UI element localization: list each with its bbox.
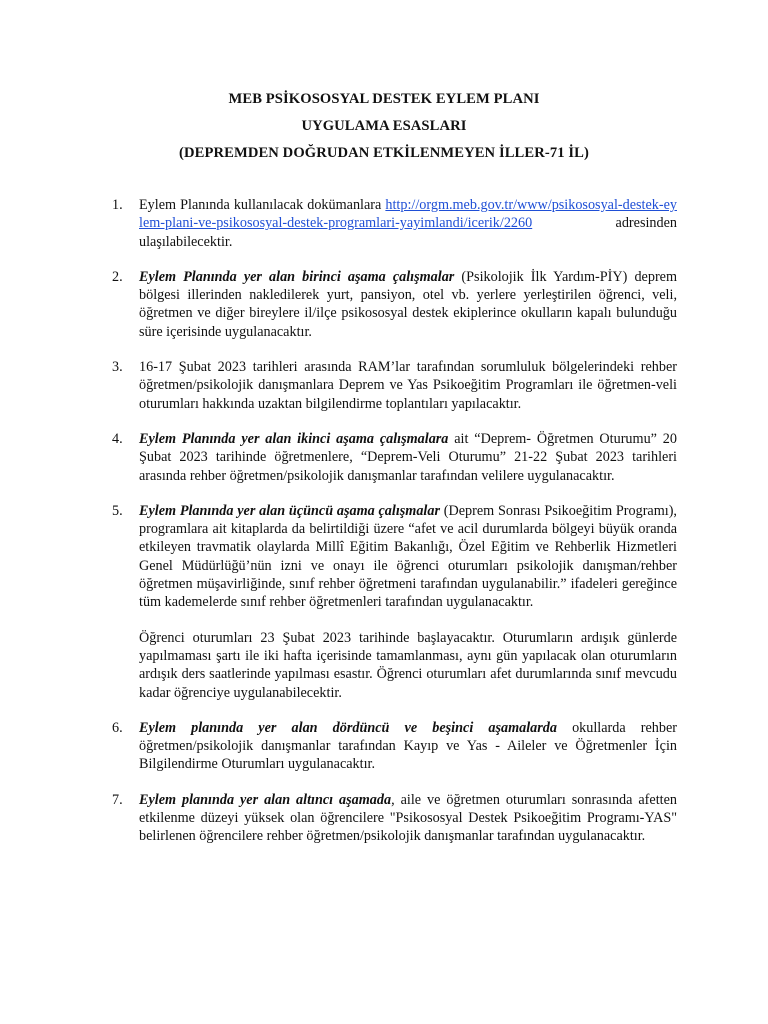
list-item-number: 2. (112, 268, 123, 285)
list-item (112, 502, 677, 702)
list-item-paragraph (139, 430, 677, 485)
document-title: MEB PSİKOSOSYAL DESTEK EYLEM PLANI (228, 91, 540, 107)
text-segment: okullarda rehber öğretmen/psikolojik danışmanlar tarafından Kayıp ve Yas - Aileler ve Öğretmenler İçin Bilgilendirme Oturumları uygulanacaktır. (139, 719, 677, 773)
emphasized-phrase: Eylem planında yer alan altıncı aşamada (139, 791, 392, 808)
list-item-paragraph (139, 502, 677, 612)
document-subtitle: UYGULAMA ESASLARI (301, 118, 467, 134)
emphasized-phrase: Eylem Planında yer alan üçüncü aşama çalışmalar (139, 502, 440, 519)
list-item-paragraph (139, 358, 677, 413)
list-item-paragraph (139, 719, 677, 774)
list-item-paragraph (139, 791, 677, 846)
text-segment: 16-17 Şubat 2023 tarihleri arasında RAM’lar tarafından sorumluluk bölgelerindeki rehber öğretmen/psikolojik danışmanlara Deprem ve Yas Psikoeğitim Programları ile öğretmen-veli oturumları hakkında uzaktan bilgilendirme toplantıları yapılacaktır. (139, 359, 677, 412)
list-item (112, 430, 677, 485)
emphasized-phrase: Eylem Planında yer alan birinci aşama çalışmalar (139, 268, 455, 285)
list-item-paragraph (139, 268, 677, 341)
list-item (112, 719, 677, 774)
text-segment: Eylem Planında kullanılacak dokümanlara (139, 197, 386, 213)
emphasized-phrase: Eylem Planında yer alan ikinci aşama çalışmalara (139, 430, 449, 447)
text-segment: adresinden ulaşılabilecektir. (139, 215, 677, 250)
numbered-list (112, 196, 677, 863)
list-item-paragraph (139, 629, 677, 702)
document-scope: (DEPREMDEN DOĞRUDAN ETKİLENMEYEN İLLER-71 İL) (179, 145, 589, 161)
text-segment: Öğrenci oturumları 23 Şubat 2023 tarihinde başlayacaktır. Oturumların ardışık günlerde yapılmaması şartı ile iki hafta içerisinde tamamlanması, aynı gün yapılacak olan oturumların ardışık ders saatlerinde yapılması esastır. Öğrenci oturumları afet durumlarında sınıf mevcudu kadar öğrenciye uygulanabilecektir. (139, 629, 677, 701)
list-item (112, 791, 677, 846)
text-segment: ait “Deprem- Öğretmen Oturumu” 20 Şubat 2023 tarihinde öğretmenlere, “Deprem-Veli Oturumu” 21-22 Şubat 2023 tarihleri arasında rehber öğretmen/psikolojik danışmanlar tarafından velilere uygulanacaktır. (139, 430, 677, 484)
list-item (112, 268, 677, 341)
document-link[interactable]: http://orgm.meb.gov.tr/www/psikososyal-destek-eylem-plani-ve-psikososyal-destek-programlari-yayimlandi/icerik/2260 (139, 197, 677, 232)
list-item (112, 196, 677, 251)
list-item-number: 5. (112, 502, 123, 519)
text-segment: (Deprem Sonrası Psikoeğitim Programı), programlara ait kitaplarda da belirtildiği üzere “afet ve acil durumlarda bölgeyi büyük oranda etkileyen travmatik olaylarda Millî Eğitim Bakanlığı, Özel Eğitim ve Rehberlik Hizmetleri Genel Müdürlüğü’nün izni ve onayı ile öğrenci oturumları psikolojik danışman/rehber öğretmen müşavirliğinde, sınıf rehber öğretmeni tarafından uygulanabilir.” ifadeleri gereğince tüm kademelerde sınıf rehber öğretmenleri tarafından uygulanacaktır. (139, 502, 677, 611)
document-header (0, 86, 768, 167)
list-item-number: 7. (112, 791, 123, 808)
emphasized-phrase: Eylem planında yer alan dördüncü ve beşinci aşamalarda (139, 719, 557, 736)
list-item-number: 4. (112, 430, 123, 447)
list-item-number: 3. (112, 359, 123, 376)
list-item-paragraph (139, 196, 677, 251)
list-item (112, 358, 677, 413)
list-item-number: 1. (112, 197, 123, 213)
text-segment: (Psikolojik İlk Yardım-PİY) deprem bölgesi illerinden nakledilerek yurt, pansiyon, otel vb. yerlere yerleştirilen öğrenci, veli, öğretmen ve diğer bireylere il/ilçe psikososyal destek ekiplerince okulların kapalı bulunduğu süre içerisinde uygulanacaktır. (139, 268, 678, 340)
text-segment: , aile ve öğretmen oturumları sonrasında afetten etkilenme düzeyi yüksek olan öğrencilere "Psikososyal Destek Psikoeğitim Programı-YAS" belirlenen öğrencilere rehber öğretmen/psikolojik danışmanlar tarafından uygulanacaktır. (139, 791, 677, 845)
list-item-number: 6. (112, 719, 123, 736)
